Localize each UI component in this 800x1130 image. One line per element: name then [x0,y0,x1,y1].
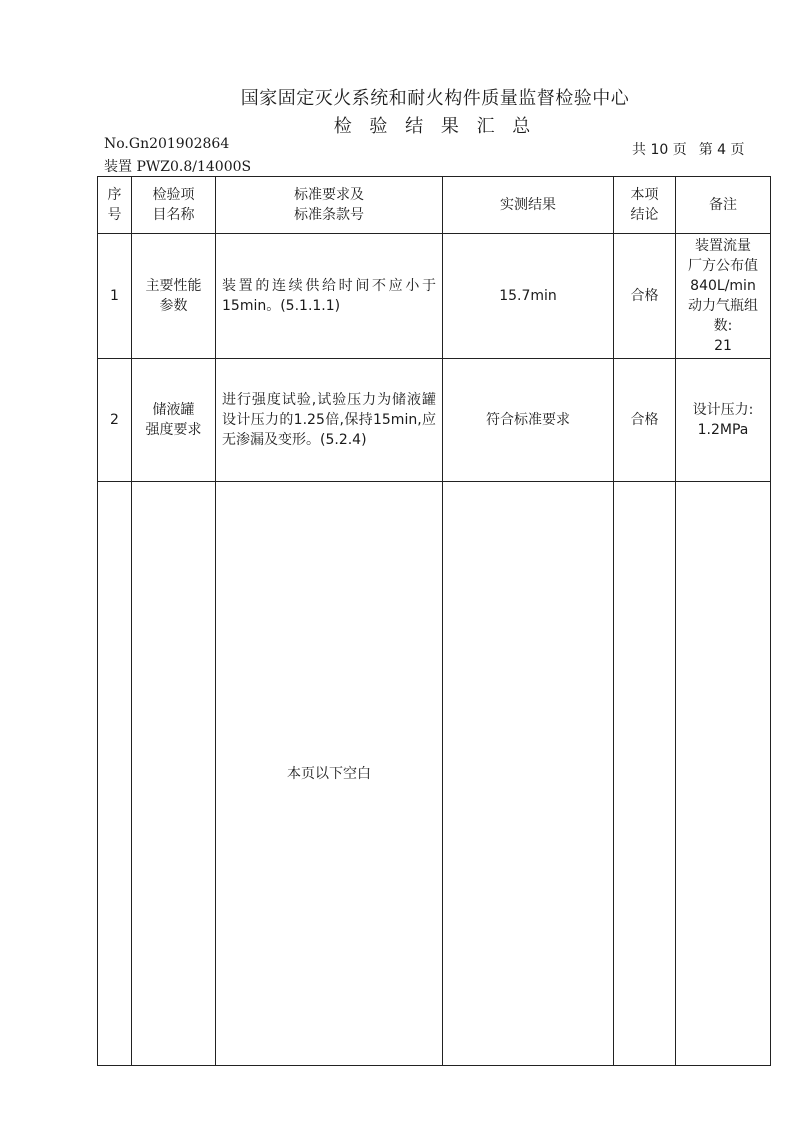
row-conclusion: 合格 [614,359,676,482]
row-remark: 装置流量 厂方公布值 840L/min 动力气瓶组数: 21 [676,234,771,359]
table-header-row [98,177,771,234]
header-item: 检验项 目名称 [132,177,216,234]
header-remark: 备注 [676,177,771,234]
row-number: 2 [98,359,132,482]
row-requirement: 装置的连续供给时间不应小于15min。(5.1.1.1) [216,234,443,359]
blank-cell [98,482,132,1066]
center-title: 国家固定灭火系统和耐火构件质量监督检验中心 [240,88,630,109]
blank-cell [676,482,771,1066]
header-result: 实测结果 [443,177,614,234]
device-model: 装置 PWZ0.8/14000S [104,159,252,175]
blank-cell [132,482,216,1066]
summary-title: 检 验 结 果 汇 总 [333,116,537,137]
row-number: 1 [98,234,132,359]
row-result: 符合标准要求 [443,359,614,482]
header-requirement: 标准要求及 标准条款号 [216,177,443,234]
page-indicator [632,139,745,159]
blank-cell [443,482,614,1066]
blank-row [98,482,771,1066]
results-table [97,176,771,1066]
header-seq: 序 号 [98,177,132,234]
row-item: 主要性能 参数 [132,234,216,359]
report-number: No.Gn201902864 [104,136,230,152]
table-row [98,234,771,359]
table-row [98,359,771,482]
blank-cell [614,482,676,1066]
row-conclusion: 合格 [614,234,676,359]
header-conclusion: 本项 结论 [614,177,676,234]
total-pages: 共 10 页 [632,142,687,158]
row-requirement: 进行强度试验,试验压力为储液罐设计压力的1.25倍,保持15min,应无渗漏及变形。(5.2.4) [216,359,443,482]
row-item: 储液罐 强度要求 [132,359,216,482]
row-result: 15.7min [443,234,614,359]
blank-page-note: 本页以下空白 [216,482,443,1066]
row-remark: 设计压力: 1.2MPa [676,359,771,482]
current-page: 第 4 页 [698,142,745,158]
